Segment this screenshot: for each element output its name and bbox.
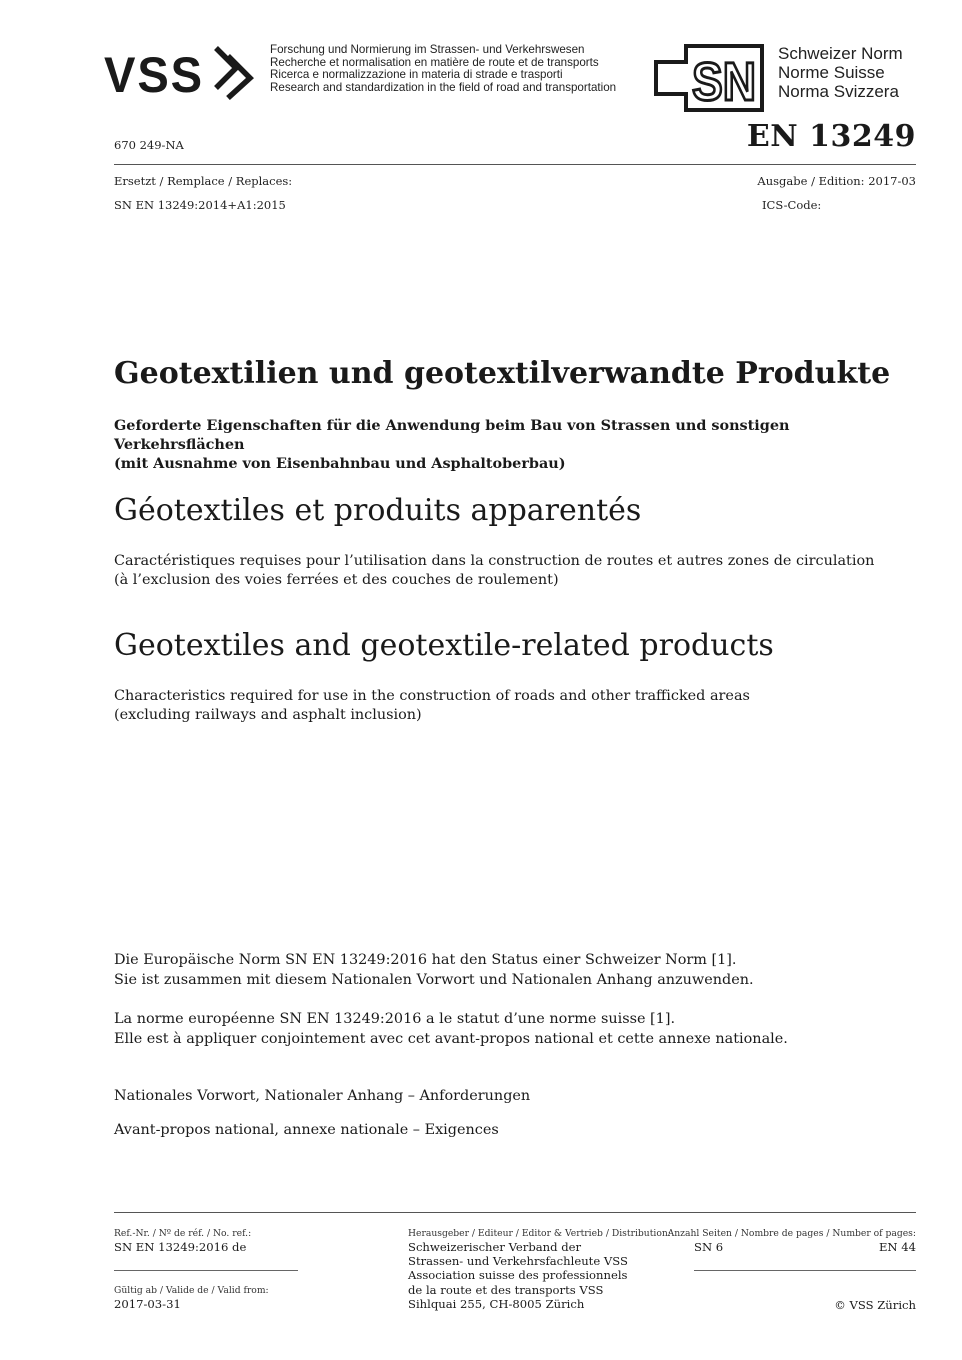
status-french-line-2: Elle est à appliquer conjointement avec cet avant-propos national et cette annexe nationale.	[114, 1030, 788, 1047]
vss-logo-letters: VSS	[104, 47, 204, 100]
page-count-sn: SN 6	[694, 1240, 724, 1254]
tagline-line-it: Ricerca e normalizzazione in materia di strade e trasporti	[270, 68, 563, 82]
sn-name-de: Schweizer Norm	[778, 44, 903, 63]
status-french-line-1: La norme européenne SN EN 13249:2016 a le statut d’une norme suisse [1].	[114, 1011, 676, 1027]
subtitle-german	[114, 416, 914, 473]
subtitle-english-line-2: (excluding railways and asphalt inclusion)	[114, 707, 422, 723]
subtitle-french-line-1: Caractéristiques requises pour l’utilisation dans la construction de routes et autres zones de circulation	[114, 553, 875, 569]
national-annex-french: Avant-propos national, annexe nationale – Exigences	[114, 1122, 499, 1138]
sn-logo	[652, 44, 776, 116]
doc-number: 670 249-NA	[114, 138, 184, 152]
tagline-line-fr: Recherche et normalisation en matière de route et de transports	[270, 55, 599, 69]
sn-name-fr: Norme Suisse	[778, 63, 885, 82]
publisher-label: Herausgeber / Editeur / Editor & Vertrieb / Distribution:	[408, 1228, 671, 1239]
swiss-cross-logo-icon	[652, 44, 776, 112]
subtitle-german-line-2: (mit Ausnahme von Eisenbahnbau und Asphaltoberbau)	[114, 455, 566, 472]
publisher-line: Strassen- und Verkehrsfachleute VSS	[408, 1254, 628, 1269]
footer-divider	[114, 1212, 916, 1213]
page-count-en: EN 44	[878, 1240, 916, 1254]
reference-value: SN EN 13249:2016 de	[114, 1240, 247, 1254]
status-statement-french	[114, 1010, 914, 1049]
status-german-line-2: Sie ist zusammen mit diesem Nationalen Vorwort und Nationalen Anhang anzuwenden.	[114, 971, 754, 988]
vss-logo-graphic	[104, 40, 264, 100]
edition-date: Ausgabe / Edition: 2017-03	[757, 174, 916, 188]
subtitle-french-line-2: (à l’exclusion des voies ferrées et des couches de roulement)	[114, 572, 559, 588]
tagline-line-en: Research and standardization in the field of road and transportation	[270, 80, 617, 94]
replaces-value: SN EN 13249:2014+A1:2015	[114, 198, 286, 212]
title-english: Geotextiles and geotextile-related products	[114, 628, 774, 663]
ics-code: ICS-Code:	[762, 198, 822, 212]
page-count-label: Anzahl Seiten / Nombre de pages / Number of pages:	[667, 1228, 916, 1239]
replaces-label: Ersetzt / Remplace / Replaces:	[114, 174, 293, 188]
header-divider	[114, 164, 916, 165]
subtitle-english	[114, 687, 914, 725]
valid-from-value: 2017-03-31	[114, 1297, 181, 1311]
valid-from-label: Gültig ab / Valide de / Valid from:	[114, 1285, 269, 1296]
national-annex-german: Nationales Vorwort, Nationaler Anhang – Anforderungen	[114, 1088, 531, 1104]
page-count-divider	[694, 1270, 916, 1271]
subtitle-english-line-1: Characteristics required for use in the construction of roads and other trafficked areas	[114, 688, 750, 704]
subtitle-german-line-1: Geforderte Eigenschaften für die Anwendung beim Bau von Strassen und sonstigen Verkehrsflächen	[114, 417, 790, 453]
status-german-line-1: Die Europäische Norm SN EN 13249:2016 hat den Status einer Schweizer Norm [1].	[114, 952, 737, 968]
reference-divider	[114, 1270, 298, 1271]
publisher-line: de la route et des transports VSS	[408, 1282, 604, 1297]
copyright-notice: © VSS Zürich	[834, 1298, 916, 1312]
publisher-address	[408, 1240, 628, 1311]
tagline-line-de: Forschung und Normierung im Strassen- und Verkehrswesen	[270, 43, 585, 56]
title-german: Geotextilien und geotextilverwandte Produkte	[114, 356, 891, 391]
status-statement-german	[114, 951, 914, 990]
sn-logo-letters: SN	[692, 52, 756, 112]
reference-label: Ref.-Nr. / Nº de réf. / No. ref.:	[114, 1228, 252, 1239]
publisher-line: Schweizerischer Verband der	[408, 1240, 582, 1254]
title-french: Géotextiles et produits apparentés	[114, 493, 642, 528]
standard-id: EN 13249	[746, 119, 916, 154]
vss-tagline	[270, 44, 616, 94]
vss-chevron-icon	[216, 48, 250, 98]
publisher-line: Sihlquai 255, CH-8005 Zürich	[408, 1296, 585, 1311]
vss-logo	[104, 40, 264, 104]
sn-name-it: Norma Svizzera	[778, 82, 899, 101]
subtitle-french	[114, 552, 914, 590]
sn-names	[778, 44, 903, 101]
publisher-line: Association suisse des professionnels	[408, 1268, 628, 1283]
